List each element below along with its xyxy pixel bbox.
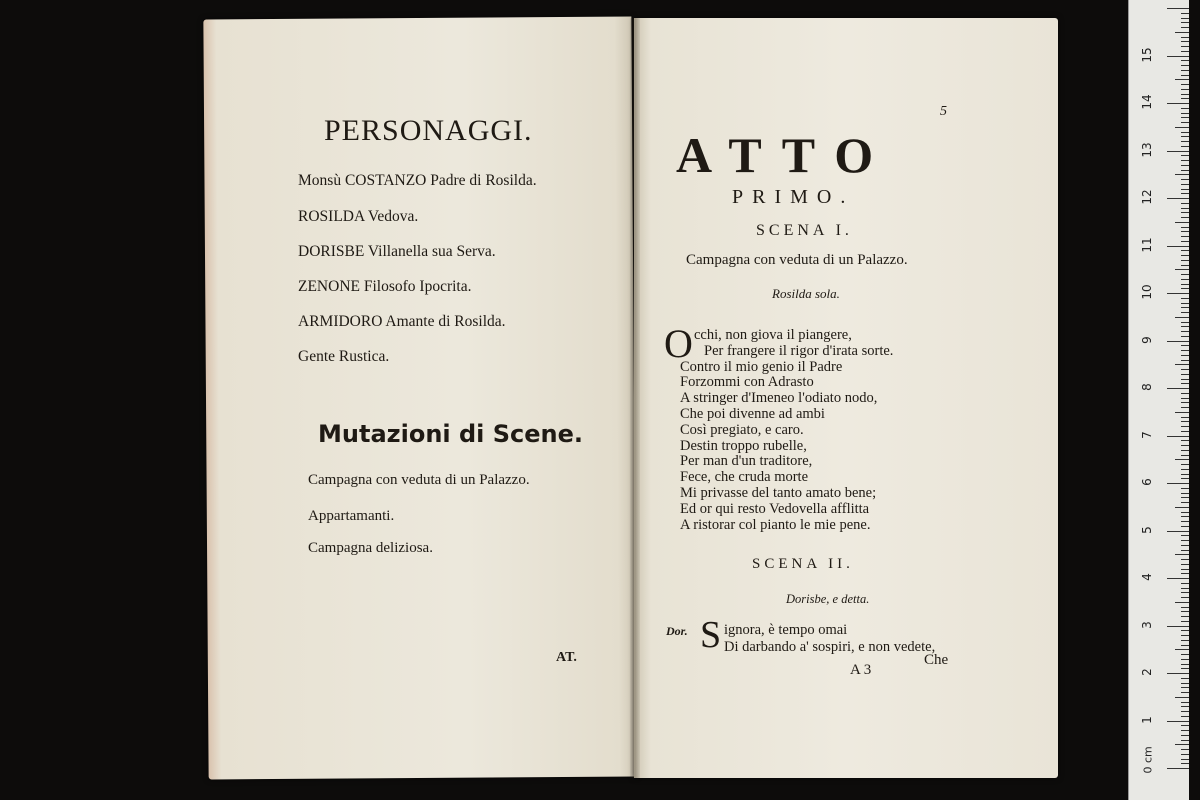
ruler-tick bbox=[1181, 763, 1189, 764]
ruler-tick bbox=[1181, 212, 1189, 213]
ruler-tick bbox=[1181, 336, 1189, 337]
ruler-tick bbox=[1181, 607, 1189, 608]
ruler-tick bbox=[1181, 474, 1189, 475]
scene2-title: SCENA II. bbox=[752, 556, 854, 572]
ruler-tick bbox=[1181, 350, 1189, 351]
character-entry: ARMIDORO Amante di Rosilda. bbox=[298, 313, 506, 330]
ruler-tick bbox=[1181, 279, 1189, 280]
ruler-tick bbox=[1181, 749, 1189, 750]
scene1-title: SCENA I. bbox=[756, 222, 853, 239]
scene-entry: Campagna deliziosa. bbox=[308, 540, 433, 556]
ruler-tick bbox=[1181, 179, 1189, 180]
ruler-tick bbox=[1181, 265, 1189, 266]
ruler-tick bbox=[1181, 417, 1189, 418]
ruler-tick bbox=[1181, 431, 1189, 432]
ruler-tick bbox=[1175, 174, 1189, 175]
ruler-tick bbox=[1181, 725, 1189, 726]
ruler-tick bbox=[1181, 193, 1189, 194]
ruler-tick bbox=[1175, 412, 1189, 413]
ruler-tick bbox=[1181, 75, 1189, 76]
ruler-tick bbox=[1181, 583, 1189, 584]
ruler-tick bbox=[1181, 331, 1189, 332]
ruler-tick bbox=[1181, 241, 1189, 242]
verse-line: Ed or qui resto Vedovella afflitta bbox=[680, 500, 870, 517]
ruler-tick bbox=[1181, 611, 1189, 612]
ruler-tick bbox=[1181, 659, 1189, 660]
verse-line: Destin troppo rubelle, bbox=[680, 437, 807, 454]
mutazioni-heading: Mutazioni di Scene. bbox=[318, 420, 584, 448]
ruler-tick bbox=[1181, 407, 1189, 408]
ruler-number: 3 bbox=[1140, 620, 1154, 629]
drop-capital: O bbox=[664, 321, 693, 366]
page-number: 5 bbox=[940, 104, 947, 119]
ruler-tick bbox=[1181, 108, 1189, 109]
ruler-tick bbox=[1181, 559, 1189, 560]
ruler-tick bbox=[1181, 203, 1189, 204]
ruler-tick bbox=[1181, 360, 1189, 361]
ruler-tick bbox=[1181, 18, 1189, 19]
ruler-tick bbox=[1167, 341, 1189, 342]
ruler-number: 11 bbox=[1140, 236, 1154, 253]
ruler-tick bbox=[1181, 374, 1189, 375]
character-entry: Monsù COSTANZO Padre di Rosilda. bbox=[298, 172, 537, 189]
ruler-tick bbox=[1175, 79, 1189, 80]
ruler-tick bbox=[1167, 103, 1189, 104]
ruler-tick bbox=[1181, 369, 1189, 370]
ruler-tick bbox=[1181, 730, 1189, 731]
drop-capital-2: S bbox=[700, 614, 722, 656]
verse-line: Contro il mio genio il Padre bbox=[680, 358, 843, 375]
ruler-tick bbox=[1181, 132, 1189, 133]
ruler-tick bbox=[1181, 521, 1189, 522]
left-catchword: AT. bbox=[556, 650, 577, 665]
ruler-tick bbox=[1181, 189, 1189, 190]
ruler-tick bbox=[1181, 740, 1189, 741]
ruler-tick bbox=[1181, 445, 1189, 446]
ruler-tick bbox=[1181, 640, 1189, 641]
ruler-tick bbox=[1181, 702, 1189, 703]
ruler-tick bbox=[1181, 303, 1189, 304]
scene-entry: Campagna con veduta di un Palazzo. bbox=[308, 472, 530, 488]
ruler-tick bbox=[1181, 550, 1189, 551]
ruler-tick bbox=[1181, 635, 1189, 636]
ruler-tick bbox=[1181, 260, 1189, 261]
act-number: PRIMO. bbox=[732, 186, 855, 208]
ruler-tick bbox=[1175, 459, 1189, 460]
ruler-tick bbox=[1181, 564, 1189, 565]
character-entry: ZENONE Filosofo Ipocrita. bbox=[298, 278, 472, 295]
ruler-tick bbox=[1167, 56, 1189, 57]
ruler-tick bbox=[1167, 436, 1189, 437]
verse-line: Di darbando a' sospiri, e non vedete, bbox=[724, 639, 936, 655]
ruler-tick bbox=[1181, 155, 1189, 156]
ruler-tick bbox=[1181, 497, 1189, 498]
ruler-tick bbox=[1181, 46, 1189, 47]
ruler-tick bbox=[1175, 317, 1189, 318]
ruler-tick bbox=[1181, 526, 1189, 527]
ruler-tick bbox=[1181, 298, 1189, 299]
ruler-tick bbox=[1181, 379, 1189, 380]
ruler-tick bbox=[1181, 678, 1189, 679]
ruler-tick bbox=[1181, 754, 1189, 755]
measuring-ruler bbox=[1128, 0, 1189, 800]
ruler-tick bbox=[1175, 222, 1189, 223]
ruler-tick bbox=[1181, 355, 1189, 356]
ruler-tick bbox=[1181, 146, 1189, 147]
ruler-tick bbox=[1175, 602, 1189, 603]
ruler-number: 6 bbox=[1140, 478, 1154, 486]
ruler-tick bbox=[1181, 735, 1189, 736]
ruler-tick bbox=[1181, 464, 1189, 465]
ruler-number: 12 bbox=[1140, 189, 1154, 205]
ruler-tick bbox=[1181, 122, 1189, 123]
ruler-tick bbox=[1175, 127, 1189, 128]
ruler-tick bbox=[1181, 208, 1189, 209]
ruler-tick bbox=[1181, 165, 1189, 166]
ruler-tick bbox=[1181, 326, 1189, 327]
ruler-tick bbox=[1181, 217, 1189, 218]
ruler-tick bbox=[1175, 744, 1189, 745]
ruler-tick bbox=[1181, 512, 1189, 513]
ruler-tick bbox=[1167, 293, 1189, 294]
ruler-tick bbox=[1181, 692, 1189, 693]
verse-line: A stringer d'Imeneo l'odiato nodo, bbox=[680, 390, 878, 407]
ruler-tick bbox=[1181, 27, 1189, 28]
ruler-tick bbox=[1167, 8, 1189, 9]
book-gutter bbox=[630, 18, 640, 778]
verse-line: Per man d'un traditore, bbox=[680, 453, 813, 470]
ruler-tick bbox=[1181, 450, 1189, 451]
ruler-tick bbox=[1181, 706, 1189, 707]
ruler-tick bbox=[1181, 421, 1189, 422]
scene1-characters: Rosilda sola. bbox=[772, 286, 840, 301]
ruler-tick bbox=[1181, 170, 1189, 171]
speaker-label: Dor. bbox=[666, 624, 688, 638]
act-title: ATTO bbox=[676, 127, 894, 183]
ruler-tick bbox=[1181, 592, 1189, 593]
ruler-tick bbox=[1181, 502, 1189, 503]
ruler-tick bbox=[1167, 151, 1189, 152]
scene2-characters: Dorisbe, e detta. bbox=[786, 592, 870, 606]
ruler-tick bbox=[1167, 246, 1189, 247]
ruler-tick bbox=[1181, 274, 1189, 275]
ruler-tick bbox=[1181, 141, 1189, 142]
ruler-tick bbox=[1181, 113, 1189, 114]
ruler-number: 15 bbox=[1140, 46, 1154, 63]
ruler-tick bbox=[1181, 683, 1189, 684]
ruler-tick bbox=[1181, 136, 1189, 137]
ruler-tick bbox=[1181, 654, 1189, 655]
ruler-tick bbox=[1167, 198, 1189, 199]
verse-line: A ristorar col pianto le mie pene. bbox=[680, 516, 871, 533]
character-entry: Gente Rustica. bbox=[298, 348, 390, 365]
ruler-tick bbox=[1181, 588, 1189, 589]
ruler-tick bbox=[1181, 716, 1189, 717]
ruler-tick bbox=[1167, 768, 1189, 769]
verse-line: Per frangere il rigor d'irata sorte. bbox=[704, 342, 894, 359]
ruler-tick bbox=[1181, 117, 1189, 118]
ruler-tick bbox=[1181, 345, 1189, 346]
ruler-tick bbox=[1181, 255, 1189, 256]
ruler-tick bbox=[1175, 554, 1189, 555]
signature-mark: A 3 bbox=[850, 662, 872, 678]
ruler-tick bbox=[1181, 426, 1189, 427]
ruler-tick bbox=[1181, 322, 1189, 323]
scene1-place: Campagna con veduta di un Palazzo. bbox=[686, 252, 908, 268]
ruler-tick bbox=[1181, 383, 1189, 384]
ruler-number: 4 bbox=[1140, 573, 1154, 581]
ruler-tick bbox=[1167, 721, 1189, 722]
ruler-tick bbox=[1181, 493, 1189, 494]
ruler-number: 13 bbox=[1140, 141, 1154, 158]
verse-line: Fece, che cruda morte bbox=[680, 469, 809, 486]
ruler-tick bbox=[1181, 630, 1189, 631]
ruler-tick bbox=[1181, 98, 1189, 99]
ruler-tick bbox=[1181, 393, 1189, 394]
verse-line: cchi, non giova il piangere, bbox=[694, 327, 852, 343]
character-entry: ROSILDA Vedova. bbox=[298, 208, 419, 225]
ruler-tick bbox=[1181, 307, 1189, 308]
ruler-tick bbox=[1167, 531, 1189, 532]
ruler-tick bbox=[1181, 597, 1189, 598]
ruler-tick bbox=[1181, 516, 1189, 517]
ruler-tick bbox=[1181, 89, 1189, 90]
ruler-tick bbox=[1181, 711, 1189, 712]
ruler-number: 1 bbox=[1140, 715, 1154, 724]
ruler-tick bbox=[1181, 455, 1189, 456]
ruler-number: 10 bbox=[1140, 284, 1154, 300]
ruler-number: 14 bbox=[1140, 94, 1154, 110]
ruler-tick bbox=[1175, 649, 1189, 650]
ruler-tick bbox=[1181, 227, 1189, 228]
ruler-tick bbox=[1181, 668, 1189, 669]
ruler-tick bbox=[1175, 32, 1189, 33]
verse-line: ignora, è tempo omai bbox=[724, 622, 848, 638]
ruler-tick bbox=[1181, 160, 1189, 161]
ruler-tick bbox=[1181, 488, 1189, 489]
ruler-tick bbox=[1181, 84, 1189, 85]
ruler-tick bbox=[1181, 645, 1189, 646]
verse-line: Forzommi con Adrasto bbox=[680, 374, 814, 391]
ruler-tick bbox=[1181, 616, 1189, 617]
ruler-tick bbox=[1181, 250, 1189, 251]
character-entry: DORISBE Villanella sua Serva. bbox=[298, 243, 496, 260]
ruler-number: 9 bbox=[1140, 335, 1154, 344]
ruler-tick bbox=[1167, 673, 1189, 674]
ruler-tick bbox=[1181, 469, 1189, 470]
ruler-tick bbox=[1181, 22, 1189, 23]
personaggi-heading: PERSONAGGI. bbox=[324, 114, 533, 147]
ruler-tick bbox=[1181, 236, 1189, 237]
scene-entry: Appartamanti. bbox=[308, 508, 395, 524]
ruler-tick bbox=[1167, 483, 1189, 484]
ruler-number: 2 bbox=[1140, 668, 1154, 676]
ruler-tick bbox=[1181, 60, 1189, 61]
ruler-tick bbox=[1181, 759, 1189, 760]
ruler-tick bbox=[1181, 231, 1189, 232]
ruler-tick bbox=[1167, 626, 1189, 627]
ruler-number: 8 bbox=[1140, 383, 1154, 391]
ruler-tick bbox=[1181, 402, 1189, 403]
ruler-tick bbox=[1167, 388, 1189, 389]
ruler-tick bbox=[1181, 540, 1189, 541]
ruler-tick bbox=[1181, 284, 1189, 285]
ruler-tick bbox=[1167, 578, 1189, 579]
ruler-tick bbox=[1181, 13, 1189, 14]
ruler-tick bbox=[1175, 507, 1189, 508]
ruler-tick bbox=[1181, 94, 1189, 95]
ruler-tick bbox=[1181, 70, 1189, 71]
ruler-tick bbox=[1181, 37, 1189, 38]
ruler-tick bbox=[1181, 664, 1189, 665]
ruler-tick bbox=[1181, 51, 1189, 52]
ruler-tick bbox=[1181, 621, 1189, 622]
ruler-tick bbox=[1181, 184, 1189, 185]
ruler-tick bbox=[1181, 398, 1189, 399]
ruler-tick bbox=[1181, 440, 1189, 441]
ruler-tick bbox=[1175, 269, 1189, 270]
ruler-unit-label: 0 cm bbox=[1141, 746, 1155, 774]
ruler-tick bbox=[1181, 65, 1189, 66]
ruler-tick bbox=[1181, 478, 1189, 479]
ruler-tick bbox=[1181, 573, 1189, 574]
ruler-tick bbox=[1181, 312, 1189, 313]
verse-line: Così pregiato, e caro. bbox=[680, 421, 804, 438]
ruler-number: 5 bbox=[1140, 525, 1154, 534]
ruler-tick bbox=[1181, 687, 1189, 688]
ruler-tick bbox=[1181, 535, 1189, 536]
ruler-tick bbox=[1181, 545, 1189, 546]
ruler-tick bbox=[1181, 288, 1189, 289]
ruler-tick bbox=[1175, 364, 1189, 365]
ruler-tick bbox=[1175, 697, 1189, 698]
ruler-number: 7 bbox=[1140, 430, 1154, 439]
verse-line: Mi privasse del tanto amato bene; bbox=[680, 485, 877, 501]
ruler-tick bbox=[1181, 41, 1189, 42]
ruler-tick bbox=[1181, 569, 1189, 570]
verse-line: Che poi divenne ad ambi bbox=[680, 406, 825, 422]
right-catchword: Che bbox=[924, 652, 949, 668]
